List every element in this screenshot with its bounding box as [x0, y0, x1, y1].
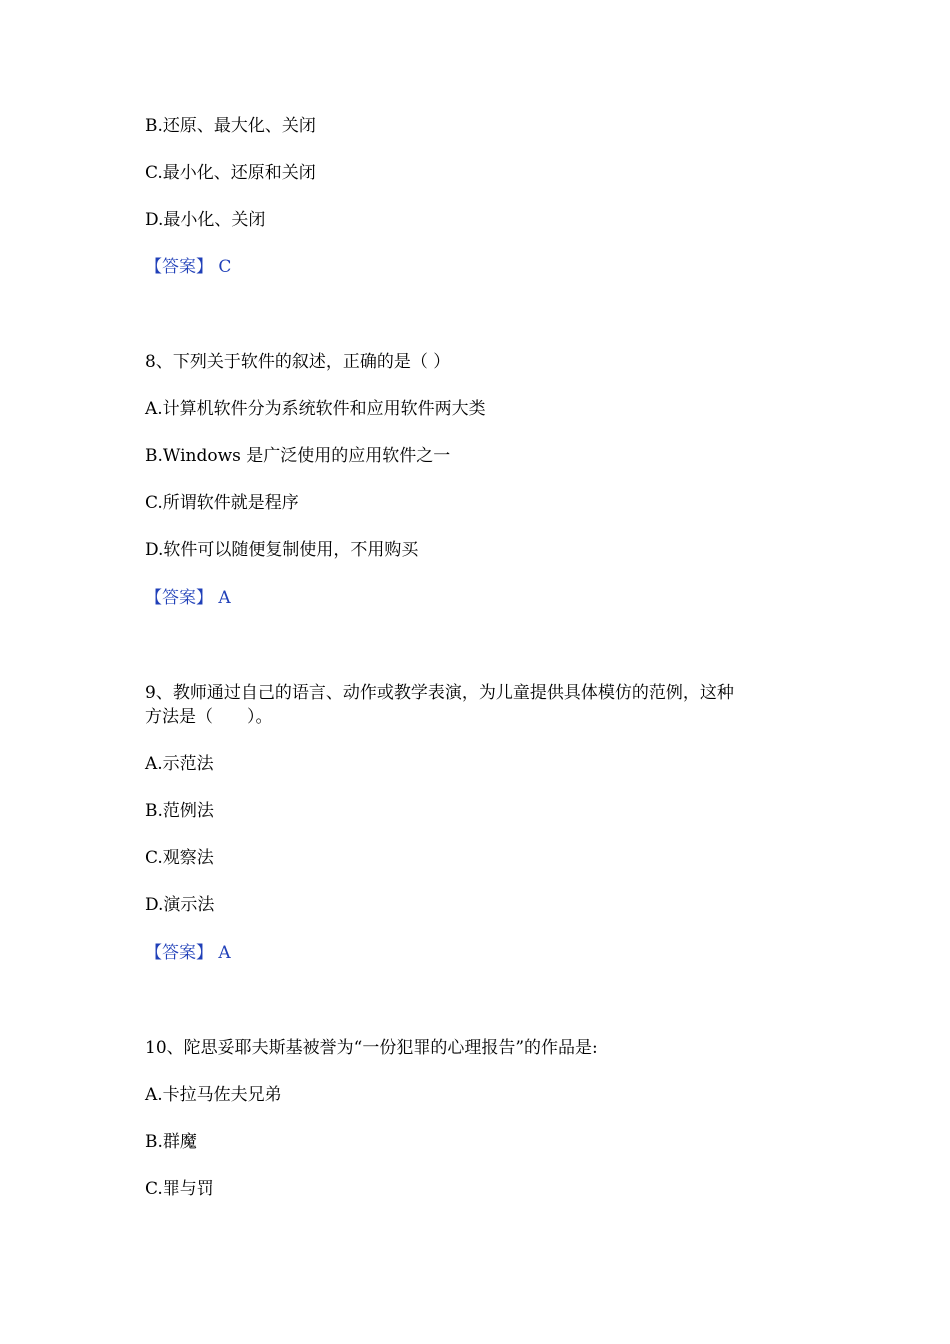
question-text: 方法是（ ）。 [145, 707, 273, 727]
option-text: B.Windows 是广泛使用的应用软件之一 [145, 446, 451, 466]
option-text: C.最小化、还原和关闭 [145, 163, 316, 183]
option-text: B.范例法 [145, 801, 214, 821]
option-text: A.计算机软件分为系统软件和应用软件两大类 [145, 399, 486, 419]
question-text: 9、教师通过自己的语言、动作或教学表演，为儿童提供具体模仿的范例，这种 [145, 683, 734, 703]
option-text: A.示范法 [145, 754, 214, 774]
answer-text: 【答案】 A [145, 943, 231, 963]
option-text: C.观察法 [145, 848, 214, 868]
option-text: C.罪与罚 [145, 1179, 214, 1199]
answer-text: 【答案】 C [145, 257, 232, 277]
option-text: D.最小化、关闭 [145, 210, 266, 230]
option-text: A.卡拉马佐夫兄弟 [145, 1085, 282, 1105]
option-text: D.软件可以随便复制使用，不用购买 [145, 540, 419, 560]
option-text: C.所谓软件就是程序 [145, 493, 299, 513]
question-text: 10、陀思妥耶夫斯基被誉为“一份犯罪的心理报告”的作品是: [145, 1038, 598, 1058]
option-text: D.演示法 [145, 895, 215, 915]
option-text: B.还原、最大化、关闭 [145, 116, 316, 136]
answer-text: 【答案】 A [145, 588, 231, 608]
question-text: 8、下列关于软件的叙述，正确的是（ ） [145, 352, 451, 372]
option-text: B.群魔 [145, 1132, 197, 1152]
